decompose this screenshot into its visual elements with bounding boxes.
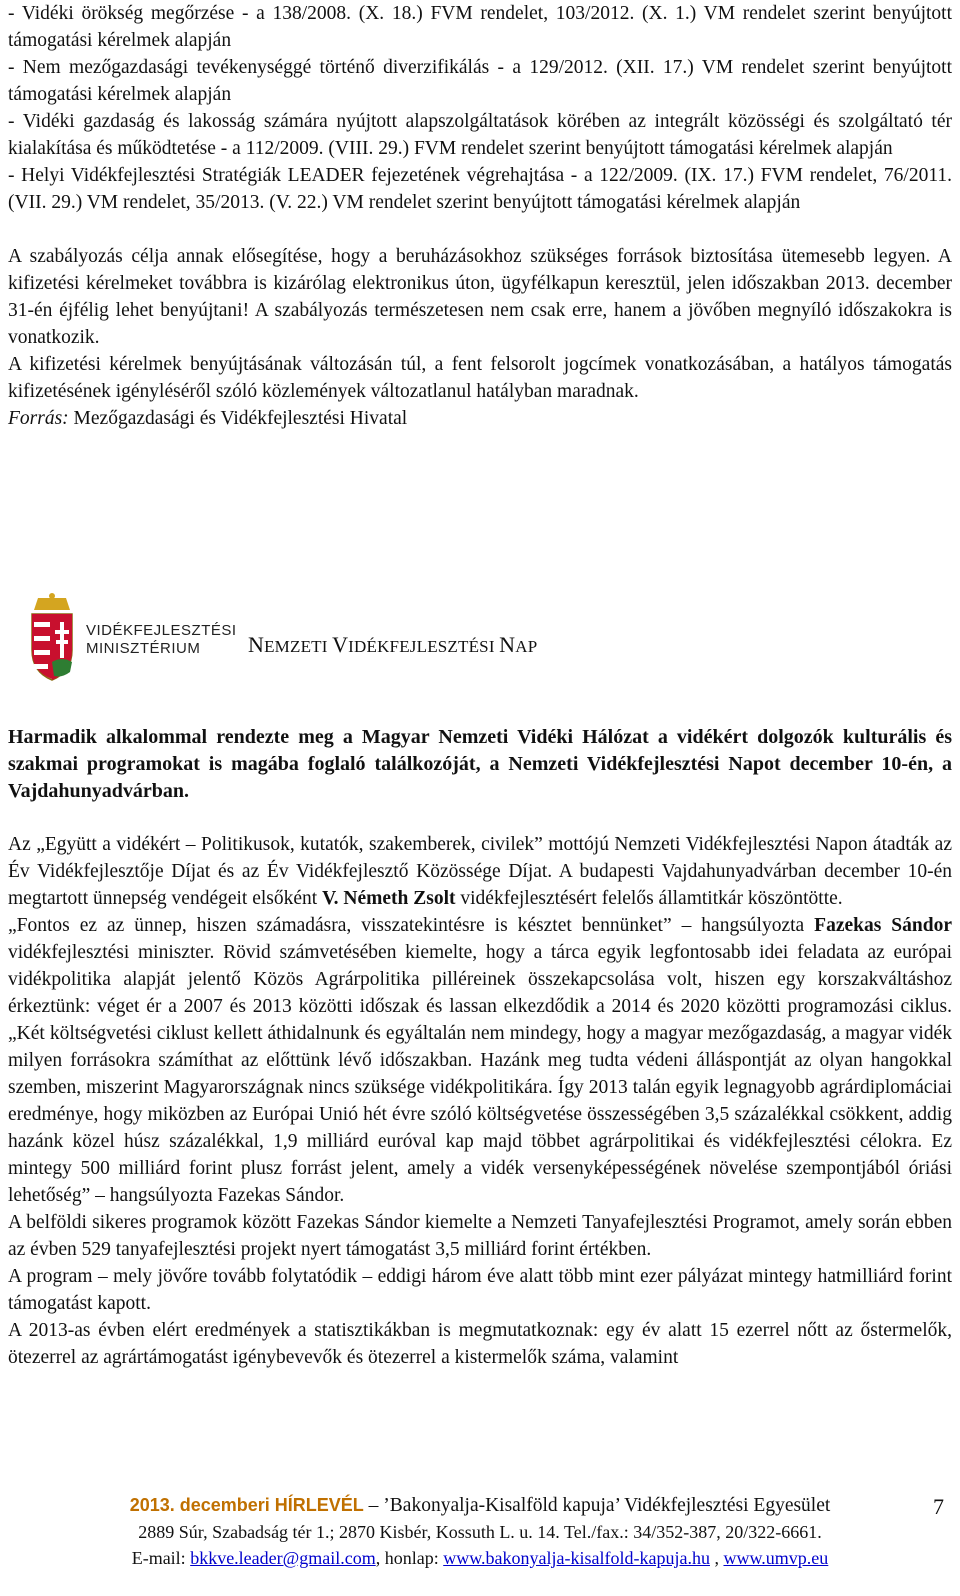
- program-list: [8, 0, 952, 216]
- source-line: [8, 405, 952, 432]
- list-item: - Vidéki gazdaság és lakosság számára nyújtott alapszolgáltatások körében az integrált közösségi és szolgáltató tér kialakítása és működtetése - a 112/2009. (VIII. 29.) FVM rendelet szerint benyújtott támogatási kérelmek alapján: [8, 111, 952, 159]
- email-link[interactable]: bkkve.leader@gmail.com: [190, 1548, 376, 1568]
- article-lead: Harmadik alkalommal rendezte meg a Magyar Nemzeti Vidéki Hálózat a vidékért dolgozók kulturális és szakmai programokat is magába foglaló találkozóját, a Nemzeti Vidékfejlesztési Napot december 10-én, a Vajdahunyadvárban.: [8, 726, 952, 802]
- newsletter-label: 2013. decemberi HÍRLEVÉL: [129, 1495, 364, 1515]
- logo-wordmark: VIDÉKFEJLESZTÉSI MINISZTÉRIUM: [86, 622, 237, 657]
- source-label: Forrás:: [8, 408, 69, 429]
- source-text: Mezőgazdasági és Vidékfejlesztési Hivatal: [68, 408, 408, 429]
- footer-contacts: E-mail: bkkve.leader@gmail.com, honlap: www.bakonyalja-kisalfold-kapuja.hu , www.umvp.eu: [131, 1548, 829, 1568]
- paragraph: A belföldi sikeres programok között Fazekas Sándor kiemelte a Nemzeti Tanyafejlesztési Programot, amely során ebben az évben 529 tanyafejlesztési projekt nyert támogatást 3,5 milliárd forint értékben.: [8, 1212, 952, 1260]
- paragraph: A program – mely jövőre tovább folytatódik – eddigi három éve alatt több mint ezer pályázat mintegy hatmilliárd forint támogatást kapott.: [8, 1266, 952, 1314]
- website-link-umvp[interactable]: www.umvp.eu: [723, 1548, 829, 1568]
- list-item: - Vidéki örökség megőrzése - a 138/2008. (X. 18.) FVM rendelet, 103/2012. (X. 1.) VM rendelet szerint benyújtott támogatási kérelmek alapján: [8, 3, 952, 51]
- person-name: Fazekas Sándor: [814, 915, 952, 936]
- person-name: V. Németh Zsolt: [322, 888, 456, 909]
- paragraph: Az „Együtt a vidékért – Politikusok, kutatók, szakemberek, civilek” mottójú Nemzeti Vidékfejlesztési Napon átadták az Év Vidékfejlesztője Díjat és az Év Vidékfejlesztő Közössége Díjat. A budapesti Vajdahunyadvárban december 10-én megtartott ünnepség vendégeit elsőként V. Németh Zsolt vidékfejlesztésért felelős államtitkár köszöntötte.: [8, 834, 952, 909]
- coat-of-arms-icon: [24, 592, 80, 684]
- paragraph: A szabályozás célja annak elősegítése, hogy a beruházásokhoz szükséges források biztosítása ütemesebb legyen. A kifizetési kérelmeket továbbra is kizárólag elektronikus úton, ügyfélkapun keresztül, jelen időszakban 2013. december 31-én éjfélig lehet benyújtani! A szabályozás természetesen nem csak erre, hanem a jövőben megnyíló időszakokra is vonatkozik.: [8, 246, 952, 348]
- paragraph: „Fontos ez az ünnep, hiszen számadásra, visszatekintésre is késztet bennünket” – hangsúlyozta Fazekas Sándor vidékfejlesztési miniszter. Rövid számvetésében kiemelte, hogy a tárca egyik legfontosabb idei feladata az európai vidékpolitika alapját jelentő Közös Agrárpolitika pilléreinek összekapcsolása volt, hiszen egy korszakváltáshoz érkeztünk: véget ér a 2007 és 2013 közötti időszak és lassan elkezdődik a 2014 és 2020 közötti programozási ciklus. „Két költségvetési ciklust kellett áthidalnunk és egyáltalán nem mindegy, hogy a magyar mezőgazdaság, a magyar vidék milyen forrásokra számíthat az előttünk lévő időszakban. Hazánk meg tudta védeni álláspontját az olyan hangokkal szemben, miszerint Magyarországnak nincs szüksége vidékpolitikára. Így 2013 talán egyik legnagyobb agrárdiplomáciai eredménye, hogy miközben az Európai Unió hét évre szóló költségvetése összességében 3,5 százalékkal csökkent, addig hazánk közel húsz százalékkal, 1,9 milliárd euróval kap majd többet agrárpolitikai és vidékfejlesztési célokra. Ez mintegy 500 milliárd forint plusz forrást jelent, amely a vidék versenyképességének növelése szempontjából óriási lehetőség” – hangsúlyozta Fazekas Sándor.: [8, 915, 952, 1206]
- paragraph: A kifizetési kérelmek benyújtásának változásán túl, a fent felsorolt jogcímek vonatkozásában, a hatályos támogatás kifizetésének igényléséről szóló közlemények változatlanul hatályban maradnak.: [8, 354, 952, 402]
- article-body: [8, 831, 952, 1371]
- paragraph: A 2013-as évben elért eredmények a statisztikákban is megmutatkoznak: egy év alatt 15 ezerrel nőtt az őstermelők, ötezerrel az agrártámogatást igénybevevők és ötezerrel a kistermelők száma, valamint: [8, 1320, 952, 1368]
- ministry-logo: [24, 592, 237, 684]
- website-link[interactable]: www.bakonyalja-kisalfold-kapuja.hu: [443, 1548, 710, 1568]
- list-item: - Helyi Vidékfejlesztési Stratégiák LEADER fejezetének végrehajtása - a 122/2009. (IX. 17.) FVM rendelet, 76/2011. (VII. 29.) VM rendelet, 35/2013. (V. 22.) VM rendelet szerint benyújtott támogatási kérelmek alapján: [8, 165, 952, 213]
- list-item: - Nem mezőgazdasági tevékenységgé történő diverzifikálás - a 129/2012. (XII. 17.) VM rendelet szerint benyújtott támogatási kérelmek alapján: [8, 57, 952, 105]
- footer-title: 2013. decemberi HÍRLEVÉL – ’Bakonyalja-Kisalföld kapuja’ Vidékfejlesztési Egyesület: [129, 1495, 831, 1516]
- article-header: [8, 592, 952, 692]
- footer-address: 2889 Súr, Szabadság tér 1.; 2870 Kisbér, Kossuth L. u. 14. Tel./fax.: 34/352-387, 20/322-6661.: [138, 1522, 822, 1542]
- page-number: 7: [933, 1494, 944, 1519]
- article-title: NEMZETI VIDÉKFEJLESZTÉSI NAP: [248, 632, 538, 657]
- document-page: [8, 0, 952, 432]
- page-footer: [0, 1492, 960, 1571]
